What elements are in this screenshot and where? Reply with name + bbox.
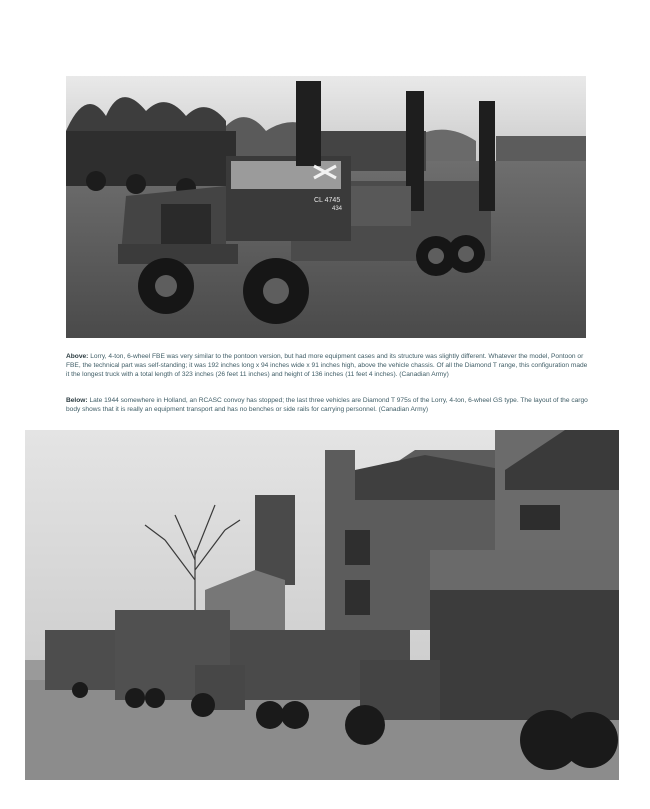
photo-below: [25, 430, 619, 780]
caption-below: [66, 396, 588, 414]
truck-marking-number: CL 4745: [314, 197, 341, 204]
caption-above: [66, 352, 588, 379]
truck-marking-code: 434: [332, 206, 343, 212]
photo-above: [66, 76, 586, 338]
caption-below-text: Late 1944 somewhere in Holland, an RCASC convoy has stopped; the last three vehicles are Diamond T 975s of the Lorry, 4-ton, 6-wheel GS type. The layout of the cargo body shows that it is really an equipment transport and has no benches or side rails for carrying personnel. (Canadian Army): [66, 397, 588, 413]
caption-above-label: Above:: [66, 353, 89, 360]
truck-field-image: [66, 76, 586, 338]
convoy-street-image: [25, 430, 619, 780]
caption-above-text: Lorry, 4-ton, 6-wheel FBE was very similar to the pontoon version, but had more equipment cases and its structure was slightly different. Whatever the model, Pontoon or FBE, the technical part was self-standing; it was 192 inches long x 94 inches wide x 91 inches high, above the vehicle chassis. Of all the Diamond T range, this configuration made it the longest truck with a total length of 323 inches (26 feet 11 inches) and height of 136 inches (11 feet 4 inches). (Canadian Army): [66, 353, 588, 378]
caption-below-label: Below:: [66, 397, 88, 404]
